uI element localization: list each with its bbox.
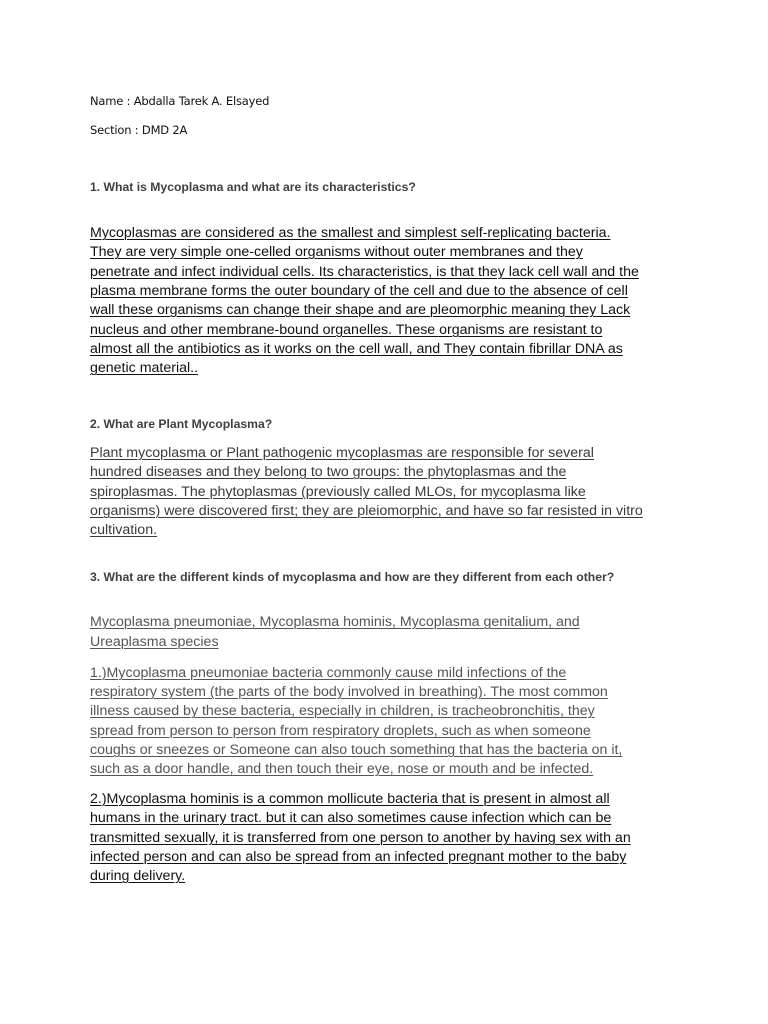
answer-1-line: They are very simple one-celled organisms without outer membranes and they	[90, 244, 583, 260]
item-1-line: coughs or sneezes or Someone can also touch something that has the bacteria on it,	[90, 742, 623, 758]
item-1-line: such as a door handle, and then touch their eye, nose or mouth and be infected.	[90, 761, 594, 777]
answer-1-line: nucleus and other membrane-bound organelles. These organisms are resistant to	[90, 322, 603, 338]
item-2-line: during delivery.	[90, 868, 186, 884]
student-section: Section : DMD 2A	[90, 123, 188, 137]
item-2-line: transmitted sexually, it is transferred from one person to another by having sex with an	[90, 830, 631, 846]
student-name: Name : Abdalla Tarek A. Elsayed	[90, 94, 270, 108]
item-2-line: infected person and can also be spread from an infected pregnant mother to the baby	[90, 849, 627, 865]
kinds-line: Mycoplasma pneumoniae, Mycoplasma hominis, Mycoplasma genitalium, and	[90, 614, 580, 630]
item-1-line: illness caused by these bacteria, especially in children, is tracheobronchitis, they	[90, 703, 595, 719]
question-1-heading: 1. What is Mycoplasma and what are its characteristics?	[90, 180, 416, 194]
item-1-line: spread from person to person from respiratory droplets, such as when someone	[90, 723, 591, 739]
question-3-heading: 3. What are the different kinds of mycoplasma and how are they different from each other?	[90, 570, 615, 584]
kinds-line: Ureaplasma species	[90, 634, 219, 650]
answer-2-line: Plant mycoplasma or Plant pathogenic mycoplasmas are responsible for several	[90, 445, 594, 461]
answer-2-line: spiroplasmas. The phytoplasmas (previously called MLOs, for mycoplasma like	[90, 484, 586, 500]
answer-2-line: cultivation.	[90, 522, 158, 538]
answer-1-line: Mycoplasmas are considered as the smallest and simplest self-replicating bacteria.	[90, 225, 611, 241]
answer-1-line: wall these organisms can change their shape and are pleomorphic meaning they Lack	[90, 302, 631, 318]
answer-2-line: hundred diseases and they belong to two groups: the phytoplasmas and the	[90, 464, 567, 480]
answer-1-line: plasma membrane forms the outer boundary of the cell and due to the absence of cell	[90, 283, 628, 299]
item-1-line: respiratory system (the parts of the body involved in breathing). The most common	[90, 684, 608, 700]
question-2-heading: 2. What are Plant Mycoplasma?	[90, 417, 273, 431]
item-2-line: 2.)Mycoplasma hominis is a common mollicute bacteria that is present in almost all	[90, 791, 610, 807]
item-1-line: 1.)Mycoplasma pneumoniae bacteria commonly cause mild infections of the	[90, 665, 567, 681]
answer-1-line: almost all the antibiotics as it works on the cell wall, and They contain fibrillar DNA as	[90, 341, 623, 357]
answer-1-line: penetrate and infect individual cells. Its characteristics, is that they lack cell wall and the	[90, 264, 639, 280]
item-2-line: humans in the urinary tract. but it can also sometimes cause infection which can be	[90, 810, 612, 826]
answer-1-line: genetic material..	[90, 360, 199, 376]
answer-2-line: organisms) were discovered first; they are pleiomorphic, and have so far resisted in vitro	[90, 503, 643, 519]
